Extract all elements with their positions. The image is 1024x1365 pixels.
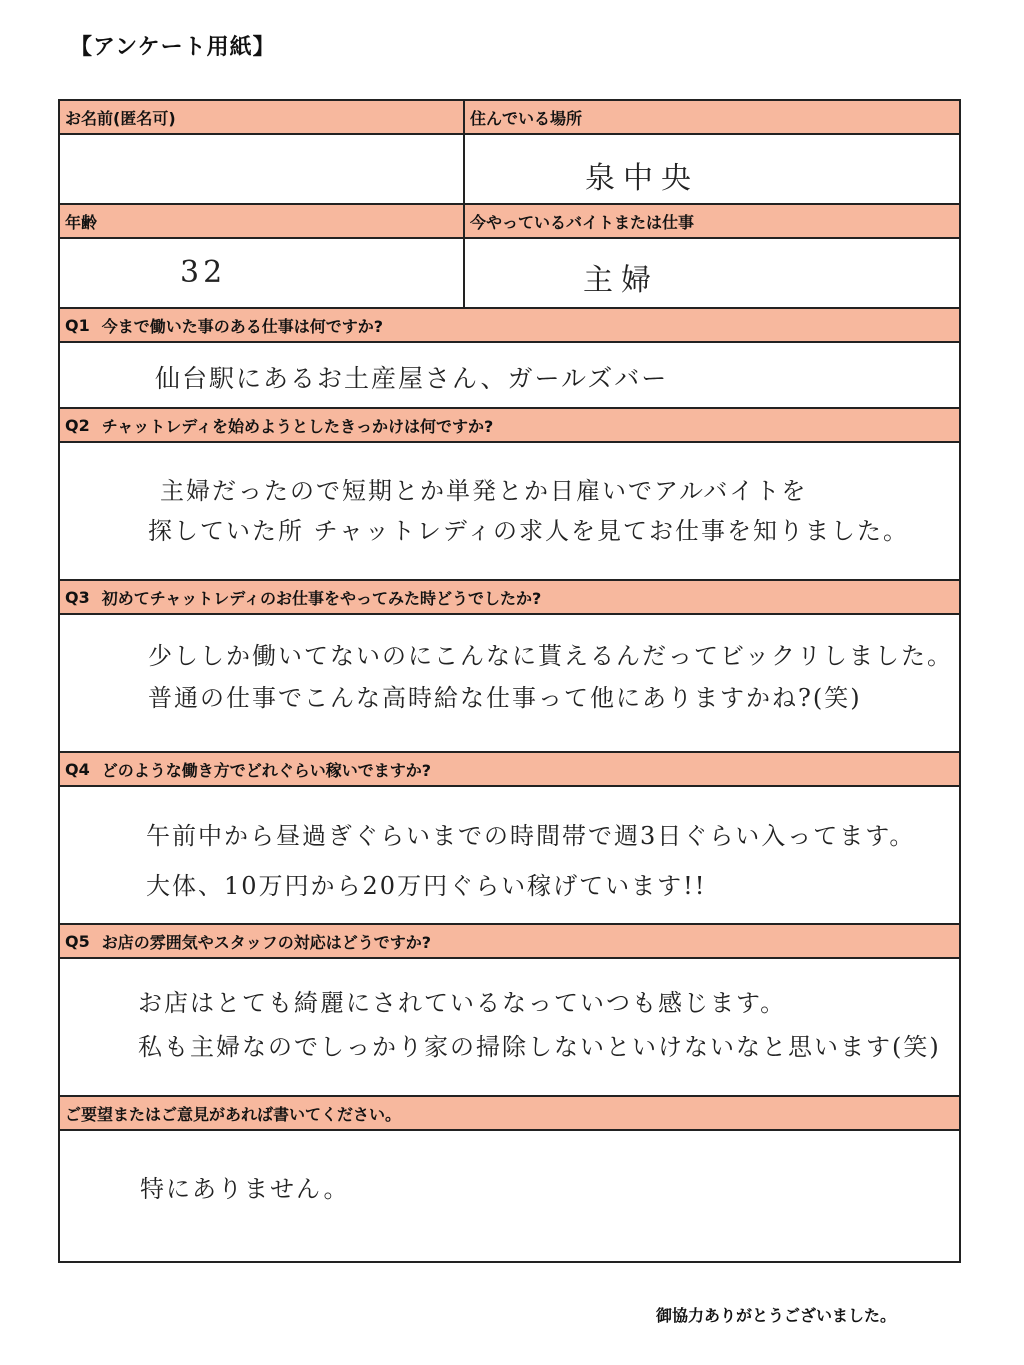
name-field[interactable] (60, 135, 465, 203)
profile-value-row-1 (60, 135, 959, 203)
age-value: 32 (180, 255, 227, 290)
question-header-q2 (60, 407, 959, 443)
question-text: どのような働き方でどれぐらい稼いでますか? (101, 760, 432, 780)
answer-field-q4[interactable] (60, 787, 959, 923)
footer-thanks: 御協力ありがとうございました。 (656, 1306, 897, 1325)
question-number: Q4 (65, 759, 90, 779)
question-header-q4 (60, 751, 959, 787)
answer-field-q2[interactable] (60, 443, 959, 579)
location-field[interactable] (465, 135, 959, 203)
answer-text: 少ししか働いてないのにこんなに貰えるんだってビックリしました。 普通の仕事でこんな高時給な仕事って他にありますかね?(笑) (148, 642, 954, 712)
answer-field-q1[interactable] (60, 343, 959, 407)
comments-header (60, 1095, 959, 1131)
answer-text: 午前中から昼過ぎぐらいまでの時間帯で週3日ぐらい入ってます。 大体、10万円から20万円ぐらい稼げています!! (146, 822, 916, 900)
document-title: 【アンケート用紙】 (70, 35, 276, 60)
question-text: お店の雰囲気やスタッフの対応はどうですか? (101, 932, 432, 952)
comments-prompt: ご要望またはご意見があれば書いてください。 (65, 1104, 402, 1124)
answer-field-q5[interactable] (60, 959, 959, 1095)
profile-header-row-2 (60, 203, 959, 239)
answer-text: お店はとても綺麗にされているなっていつも感じます。 私も主婦なのでしっかり家の掃除しないといけないなと思います(笑) (138, 989, 941, 1061)
answer-text: 主婦だったので短期とか単発とか日雇いでアルバイトを 探していた所 チャットレディの求人を見てお仕事を知りました。 (148, 477, 909, 545)
question-number: Q3 (65, 587, 90, 607)
question-number: Q1 (65, 315, 90, 335)
question-number: Q5 (65, 931, 90, 951)
comments-field[interactable] (60, 1131, 959, 1261)
question-header-q5 (60, 923, 959, 959)
job-value: 主婦 (583, 263, 659, 298)
age-label: 年齢 (60, 205, 465, 237)
job-field[interactable] (465, 239, 959, 307)
question-text: 初めてチャットレディのお仕事をやってみた時どうでしたか? (101, 588, 542, 608)
name-label: お名前(匿名可) (60, 101, 465, 133)
answer-field-q3[interactable] (60, 615, 959, 751)
profile-header-row-1 (60, 101, 959, 135)
question-text: 今まで働いた事のある仕事は何ですか? (101, 316, 384, 336)
question-text: チャットレディを始めようとしたきっかけは何ですか? (101, 416, 494, 436)
job-label: 今やっているバイトまたは仕事 (470, 212, 695, 232)
answer-text: 仙台駅にあるお土産屋さん、ガールズバー (155, 364, 669, 393)
question-header-q3 (60, 579, 959, 615)
survey-form (58, 99, 961, 1263)
location-value: 泉中央 (585, 161, 699, 196)
age-field[interactable] (60, 239, 465, 307)
profile-value-row-2 (60, 239, 959, 307)
question-header-q1 (60, 307, 959, 343)
location-label: 住んでいる場所 (470, 108, 583, 128)
question-number: Q2 (65, 415, 90, 435)
answer-text: 特にありません。 (140, 1175, 350, 1203)
